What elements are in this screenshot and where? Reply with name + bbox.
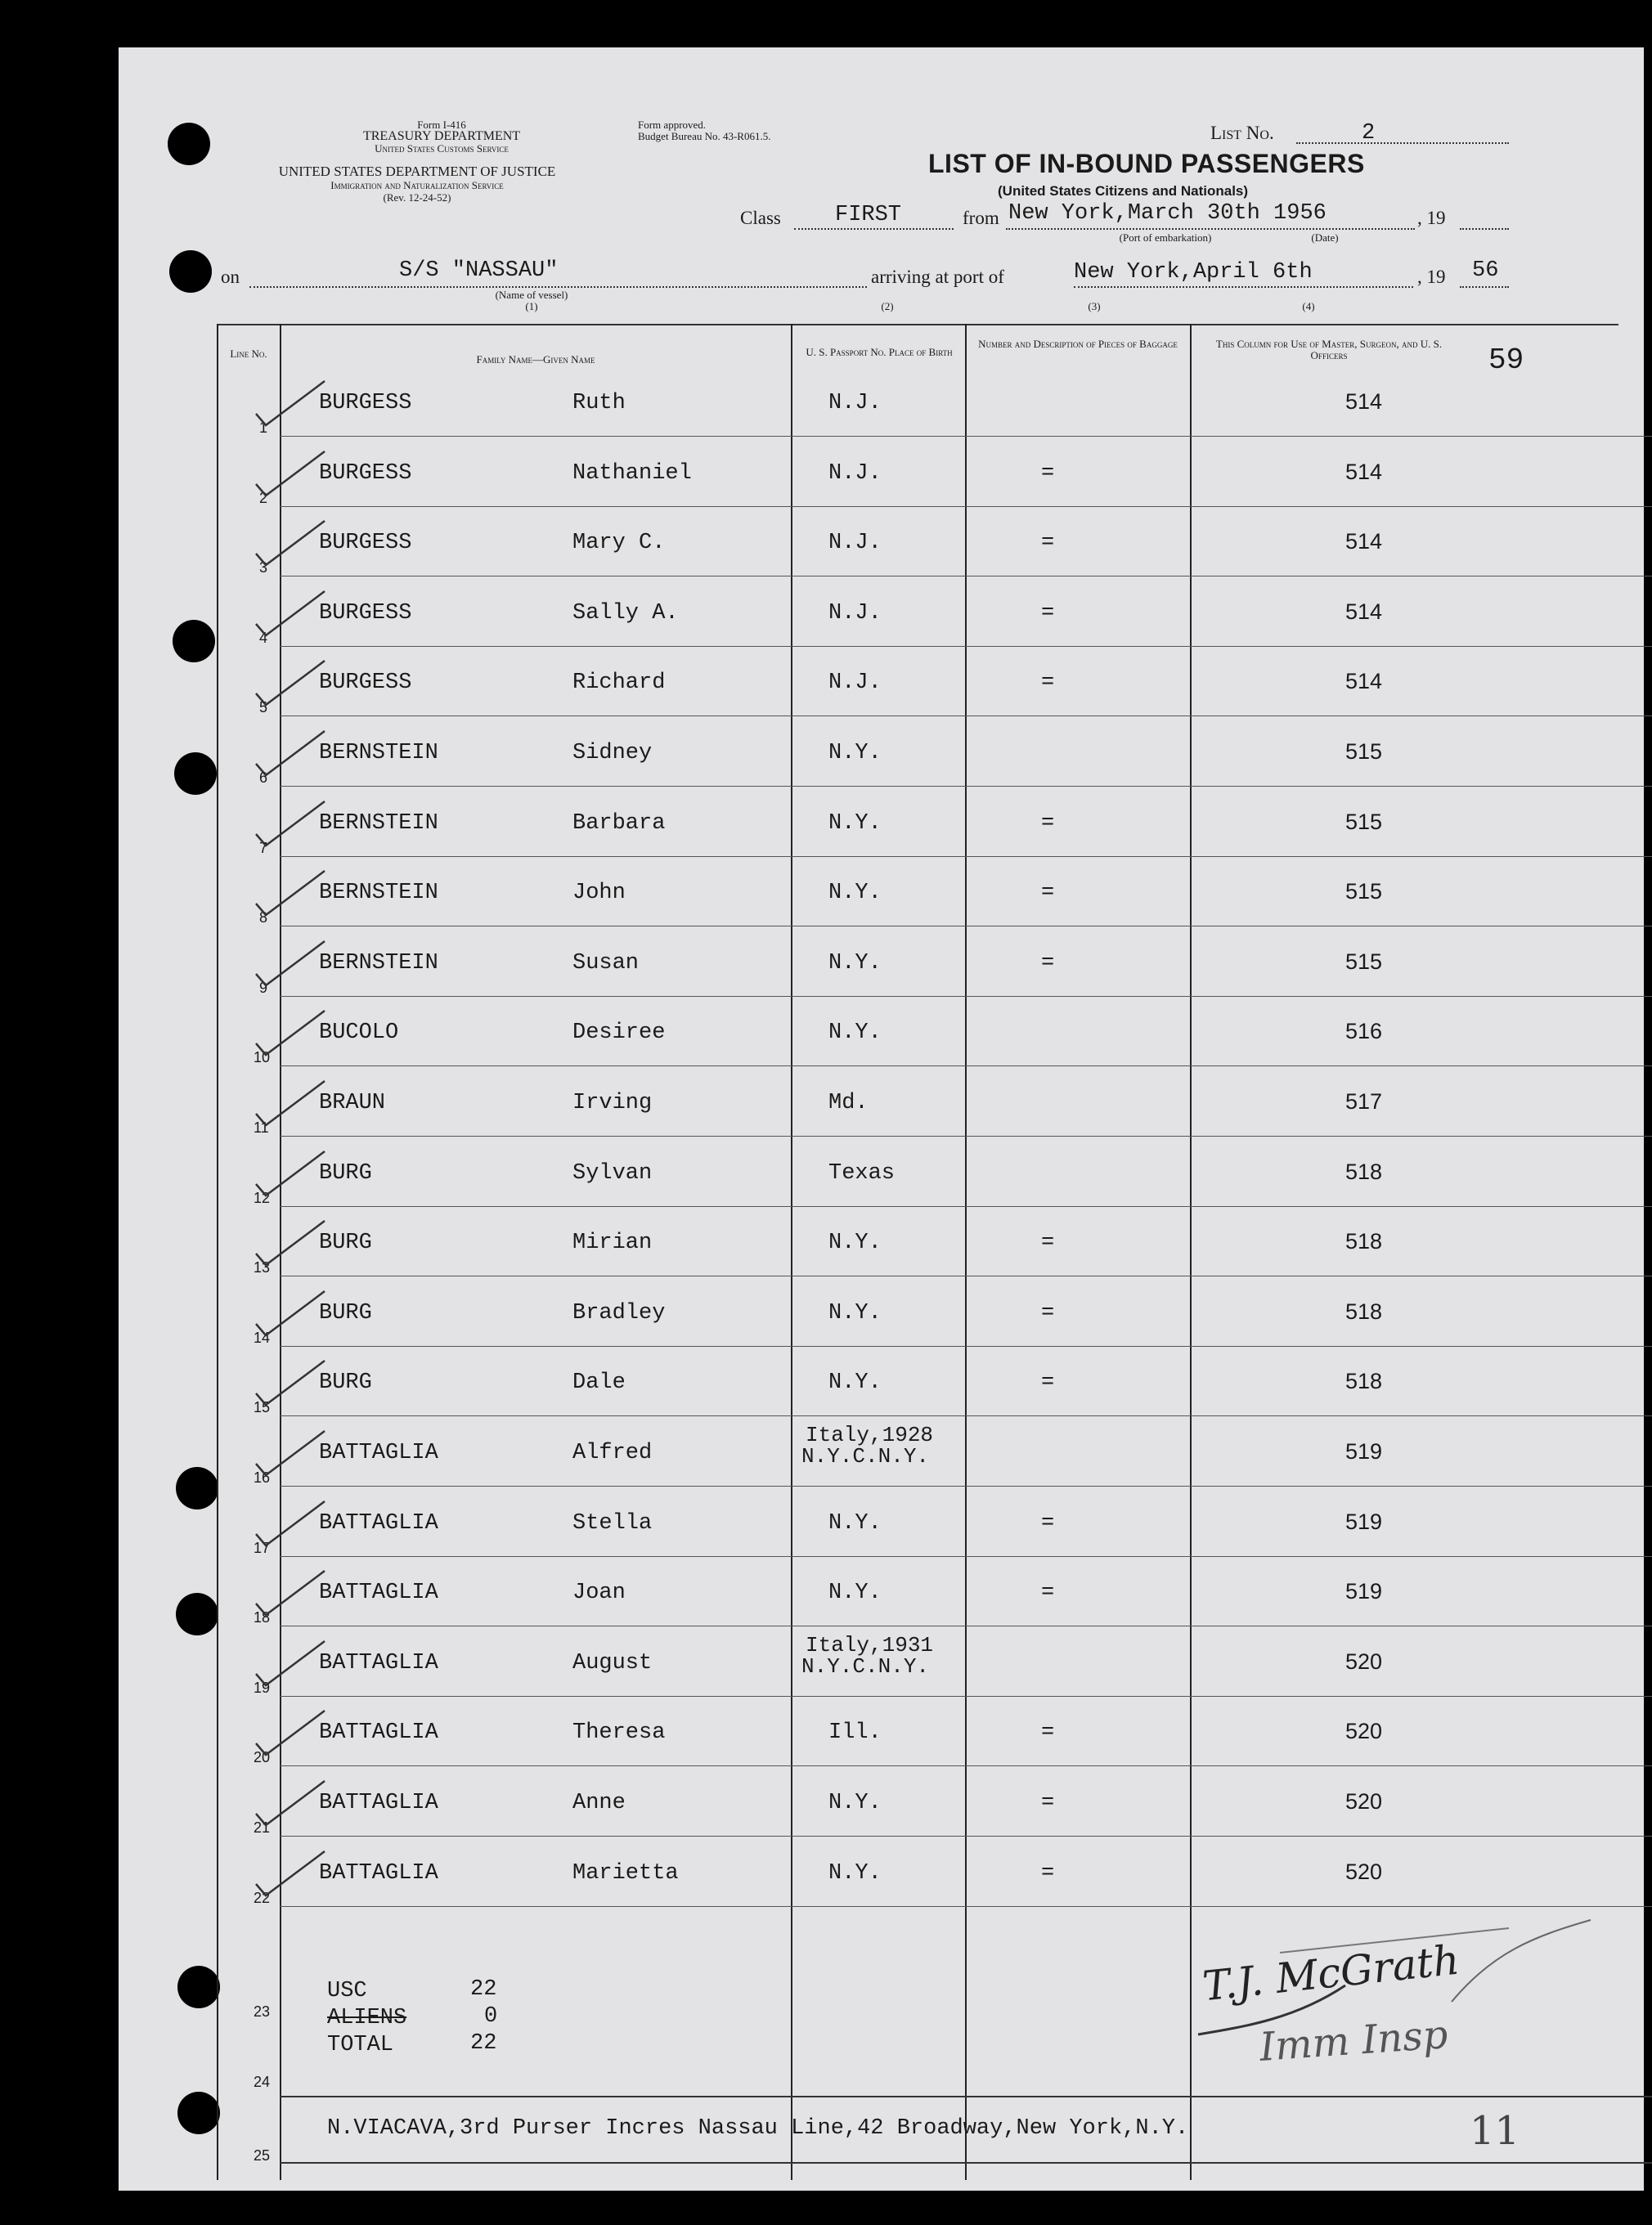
given-name: Mary C. (572, 531, 666, 555)
officer-column: 518 (1345, 1160, 1383, 1184)
row-separator (280, 1556, 1652, 1557)
family-name: BUCOLO (319, 1021, 399, 1045)
family-name: BERNSTEIN (319, 811, 438, 836)
baggage: = (1041, 601, 1055, 626)
checkmark-icon (233, 1004, 331, 1061)
given-name: Sally A. (572, 601, 679, 626)
given-name: Richard (572, 671, 666, 695)
baggage: = (1041, 531, 1055, 555)
baggage: = (1041, 1511, 1055, 1536)
checkmark-icon (233, 1704, 331, 1761)
col-divider-passport (791, 324, 792, 2180)
year-prefix: , 19 (1417, 267, 1446, 287)
vessel-caption: (Name of vessel) (495, 289, 568, 301)
line-number: 20 (254, 1749, 271, 1765)
place-of-birth: Italy,1928 (806, 1423, 934, 1447)
line-number: 14 (254, 1330, 271, 1346)
row-separator (280, 1065, 1652, 1066)
officer-column: 518 (1345, 1229, 1383, 1254)
officer-column: 514 (1345, 389, 1383, 414)
line-number-24: 24 (254, 2074, 271, 2090)
row-separator (280, 1765, 1652, 1766)
family-name: BURGESS (319, 391, 412, 415)
row-separator (280, 856, 1652, 857)
family-name: BURG (319, 1231, 372, 1255)
line-number: 19 (254, 1680, 271, 1696)
officer-column: 516 (1345, 1019, 1383, 1043)
given-name: Dale (572, 1370, 626, 1395)
usc-value: 22 (470, 1977, 497, 2002)
line-number: 7 (259, 840, 268, 856)
family-name: BERNSTEIN (319, 741, 438, 765)
list-no-label: List No. (1210, 123, 1274, 143)
given-name: Stella (572, 1511, 653, 1536)
family-name: BERNSTEIN (319, 881, 438, 905)
given-name: Joan (572, 1581, 626, 1605)
officer-column: 518 (1345, 1299, 1383, 1324)
family-name: BRAUN (319, 1091, 386, 1115)
line-number: 9 (259, 980, 268, 996)
customs-service: United States Customs Service (375, 142, 509, 155)
place-of-birth: N.J. (828, 461, 882, 486)
line-number: 6 (259, 769, 268, 786)
checkmark-icon (233, 864, 331, 922)
given-name: Nathaniel (572, 461, 692, 486)
place-of-birth: Ill. (828, 1720, 882, 1745)
checkmark-icon (233, 1564, 331, 1622)
officer-column: 514 (1345, 599, 1383, 624)
family-name: BURGESS (319, 601, 412, 626)
justice-dept: UNITED STATES DEPARTMENT OF JUSTICE (278, 164, 556, 179)
baggage: = (1041, 951, 1055, 976)
checkmark-icon (233, 375, 331, 432)
given-name: Ruth (572, 391, 626, 415)
place-of-birth: N.J. (828, 601, 882, 626)
class-value: FIRST (835, 203, 902, 227)
page-number: 59 (1488, 343, 1524, 377)
line-number: 5 (259, 699, 268, 715)
on-label: on (221, 267, 240, 287)
place-of-birth: N.Y. (828, 811, 882, 836)
officer-column: 515 (1345, 879, 1383, 904)
family-name: BATTAGLIA (319, 1511, 438, 1536)
line-number: 17 (254, 1540, 271, 1556)
checkmark-icon (233, 935, 331, 992)
caption-col3: (3) (1088, 300, 1101, 312)
punch-hole (174, 752, 217, 795)
checkmark-icon (233, 1354, 331, 1411)
baggage: = (1041, 461, 1055, 486)
officer-column: 514 (1345, 460, 1383, 484)
given-name: August (572, 1651, 653, 1675)
place-of-birth: N.Y. (828, 1231, 882, 1255)
line-number: 15 (254, 1399, 271, 1415)
budget-bureau: Budget Bureau No. 43-R061.5. (638, 130, 771, 142)
baggage: = (1041, 881, 1055, 905)
col-header-line-no: Line No. (230, 348, 267, 360)
family-name: BURG (319, 1161, 372, 1186)
col-divider-officers (1190, 324, 1192, 2180)
line-number: 10 (254, 1049, 271, 1065)
row-separator (280, 1206, 1652, 1207)
arriving-value: New York,April 6th (1074, 260, 1313, 285)
baggage: = (1041, 1370, 1055, 1395)
officer-column: 520 (1345, 1719, 1383, 1743)
baggage: = (1041, 1720, 1055, 1745)
passenger-list-document (119, 47, 1644, 2191)
line-number: 1 (259, 419, 268, 436)
col-header-passport: U. S. Passport No. Place of Birth (806, 346, 953, 358)
checkmark-icon (233, 795, 331, 852)
caption-col1: (1) (525, 300, 538, 312)
officer-column: 520 (1345, 1859, 1383, 1884)
place-of-birth: N.Y. (828, 1581, 882, 1605)
checkmark-icon (233, 724, 331, 782)
line-number-25: 25 (254, 2147, 271, 2164)
checkmark-icon (233, 1774, 331, 1832)
punch-hole (177, 1966, 220, 2008)
checkmark-icon (233, 1285, 331, 1342)
row-separator (280, 2096, 1652, 2097)
place-of-birth: Italy,1931 (806, 1633, 934, 1658)
aliens-value: 0 (484, 2004, 498, 2029)
immigration-service: Immigration and Naturalization Service (330, 179, 504, 191)
place-of-birth: Md. (828, 1091, 869, 1115)
checkmark-icon (233, 1424, 331, 1482)
row-separator (280, 996, 1652, 997)
given-name: Barbara (572, 811, 666, 836)
form-revision: (Rev. 12-24-52) (383, 191, 451, 204)
row-separator (280, 646, 1652, 647)
baggage: = (1041, 1231, 1055, 1255)
place-of-birth: N.Y. (828, 1301, 882, 1326)
total-label: TOTAL (327, 2033, 394, 2057)
line-number: 12 (254, 1190, 271, 1206)
usc-label: USC (327, 1979, 367, 2003)
arriving-line (1074, 286, 1413, 288)
vessel-name: S/S "NASSAU" (399, 258, 559, 283)
col-header-name: Family Name—Given Name (476, 353, 595, 366)
form-approved: Form approved. (638, 119, 707, 131)
table-bottom-border (280, 2162, 1652, 2164)
line-number: 11 (254, 1119, 269, 1136)
line-number: 22 (254, 1890, 271, 1906)
baggage: = (1041, 1581, 1055, 1605)
form-number: Form I-416 (417, 119, 466, 131)
place-of-birth: Texas (828, 1161, 896, 1186)
punch-hole (168, 123, 210, 165)
given-name: Theresa (572, 1720, 666, 1745)
officer-column: 514 (1345, 669, 1383, 693)
place-of-birth: N.Y. (828, 741, 882, 765)
class-label: Class (740, 208, 781, 228)
place-of-birth: N.J. (828, 671, 882, 695)
line-number: 8 (259, 909, 268, 926)
family-name: BERNSTEIN (319, 951, 438, 976)
place-of-birth: N.Y. (828, 1021, 882, 1045)
line-number: 13 (254, 1259, 271, 1276)
given-name: John (572, 881, 626, 905)
from-label: from (963, 208, 999, 228)
year-value: 56 (1472, 258, 1499, 283)
baggage: = (1041, 811, 1055, 836)
line-number: 16 (254, 1469, 271, 1486)
family-name: BURGESS (319, 671, 412, 695)
list-no-value: 2 (1362, 121, 1376, 146)
punch-hole (176, 1467, 218, 1510)
col-header-baggage: Number and Description of Pieces of Baggage (978, 338, 1178, 350)
family-name: BATTAGLIA (319, 1791, 438, 1815)
checkmark-icon (233, 1635, 331, 1692)
given-name: Sidney (572, 741, 653, 765)
checkmark-icon (233, 445, 331, 502)
signature-title: Imm Insp (1258, 2012, 1450, 2070)
row-separator (280, 1486, 1652, 1487)
document-subtitle: (United States Citizens and Nationals) (998, 183, 1249, 199)
checkmark-icon (233, 514, 331, 572)
line-number: 18 (254, 1609, 271, 1626)
family-name: BATTAGLIA (319, 1581, 438, 1605)
row-separator (280, 786, 1652, 787)
officer-column: 519 (1345, 1439, 1383, 1464)
margin-mark: 11 (1470, 2108, 1520, 2154)
from-value: New York,March 30th 1956 (1008, 201, 1327, 226)
place-of-birth: N.Y. (828, 1511, 882, 1536)
place-of-birth-line2: N.Y.C.N.Y. (801, 1654, 930, 1679)
caption-col2: (2) (881, 300, 894, 312)
baggage: = (1041, 1861, 1055, 1886)
row-separator (280, 1415, 1652, 1416)
given-name: Susan (572, 951, 640, 976)
given-name: Bradley (572, 1301, 666, 1326)
line-number: 3 (259, 559, 268, 576)
place-of-birth: N.Y. (828, 1861, 882, 1886)
arriving-label: arriving at port of (871, 267, 1004, 287)
table-left-border (217, 324, 218, 2180)
family-name: BURG (319, 1370, 372, 1395)
checkmark-icon (233, 1495, 331, 1552)
port-embark-caption: (Port of embarkation) (1119, 231, 1212, 244)
row-separator (280, 1346, 1652, 1347)
officer-signature: T.J. McGrath (1200, 1936, 1462, 2011)
row-separator (280, 715, 1652, 716)
line-number: 2 (259, 490, 268, 506)
officer-column: 515 (1345, 810, 1383, 834)
given-name: Marietta (572, 1861, 679, 1886)
place-of-birth: N.J. (828, 531, 882, 555)
given-name: Irving (572, 1091, 653, 1115)
place-of-birth: N.J. (828, 391, 882, 415)
year-line (1460, 286, 1509, 288)
family-name: BATTAGLIA (319, 1861, 438, 1886)
col-header-officers: This Column for Use of Master, Surgeon, and U. S. Officers (1215, 338, 1443, 361)
row-separator (280, 506, 1652, 507)
purser-line: N.VIACAVA,3rd Purser Incres Nassau Line,42 Broadway,New York,N.Y. (327, 2116, 1189, 2141)
from-year-prefix: , 19 (1417, 208, 1446, 228)
line-number: 4 (259, 630, 268, 646)
given-name: Sylvan (572, 1161, 653, 1186)
given-name: Desiree (572, 1021, 666, 1045)
signature-strokes (1182, 1904, 1607, 2051)
row-separator (280, 1836, 1652, 1837)
checkmark-icon (233, 1145, 331, 1202)
punch-hole (173, 620, 215, 662)
baggage: = (1041, 671, 1055, 695)
class-line (794, 228, 954, 230)
family-name: BURG (319, 1301, 372, 1326)
officer-column: 519 (1345, 1579, 1383, 1604)
family-name: BURGESS (319, 531, 412, 555)
date-caption: (Date) (1311, 231, 1339, 244)
officer-column: 519 (1345, 1510, 1383, 1534)
col-divider-baggage (965, 324, 967, 2180)
from-line (1006, 228, 1415, 230)
officer-column: 518 (1345, 1369, 1383, 1393)
officer-column: 515 (1345, 739, 1383, 764)
from-year-line (1460, 228, 1509, 230)
given-name: Alfred (572, 1441, 653, 1465)
officer-column: 514 (1345, 529, 1383, 554)
checkmark-icon (233, 1845, 331, 1902)
officer-column: 515 (1345, 949, 1383, 974)
officer-column: 520 (1345, 1649, 1383, 1674)
punch-hole (176, 1593, 218, 1635)
baggage: = (1041, 1791, 1055, 1815)
aliens-label: ALIENS (327, 2006, 407, 2030)
officer-column: 520 (1345, 1789, 1383, 1814)
place-of-birth: N.Y. (828, 1370, 882, 1395)
place-of-birth-line2: N.Y.C.N.Y. (801, 1444, 930, 1469)
officer-column: 517 (1345, 1089, 1383, 1114)
given-name: Mirian (572, 1231, 653, 1255)
line-number-23: 23 (254, 2003, 271, 2020)
total-value: 22 (470, 2031, 497, 2056)
checkmark-icon (233, 585, 331, 642)
checkmark-icon (233, 654, 331, 711)
place-of-birth: N.Y. (828, 1791, 882, 1815)
row-separator (280, 1696, 1652, 1697)
checkmark-icon (233, 1214, 331, 1272)
family-name: BATTAGLIA (319, 1441, 438, 1465)
list-no-line (1296, 142, 1509, 144)
place-of-birth: N.Y. (828, 881, 882, 905)
punch-hole (177, 2092, 220, 2134)
family-name: BATTAGLIA (319, 1651, 438, 1675)
treasury-dept: TREASURY DEPARTMENT (362, 129, 521, 143)
table-top-border (218, 324, 1618, 325)
checkmark-icon (233, 1074, 331, 1132)
punch-hole (169, 250, 212, 293)
given-name: Anne (572, 1791, 626, 1815)
row-separator (280, 1136, 1652, 1137)
baggage: = (1041, 1301, 1055, 1326)
document-title: LIST OF IN-BOUND PASSENGERS (928, 149, 1365, 178)
place-of-birth: N.Y. (828, 951, 882, 976)
row-separator (280, 436, 1652, 437)
family-name: BURGESS (319, 461, 412, 486)
caption-col4: (4) (1302, 300, 1315, 312)
line-number: 21 (254, 1819, 271, 1836)
vessel-line (249, 286, 867, 288)
family-name: BATTAGLIA (319, 1720, 438, 1745)
